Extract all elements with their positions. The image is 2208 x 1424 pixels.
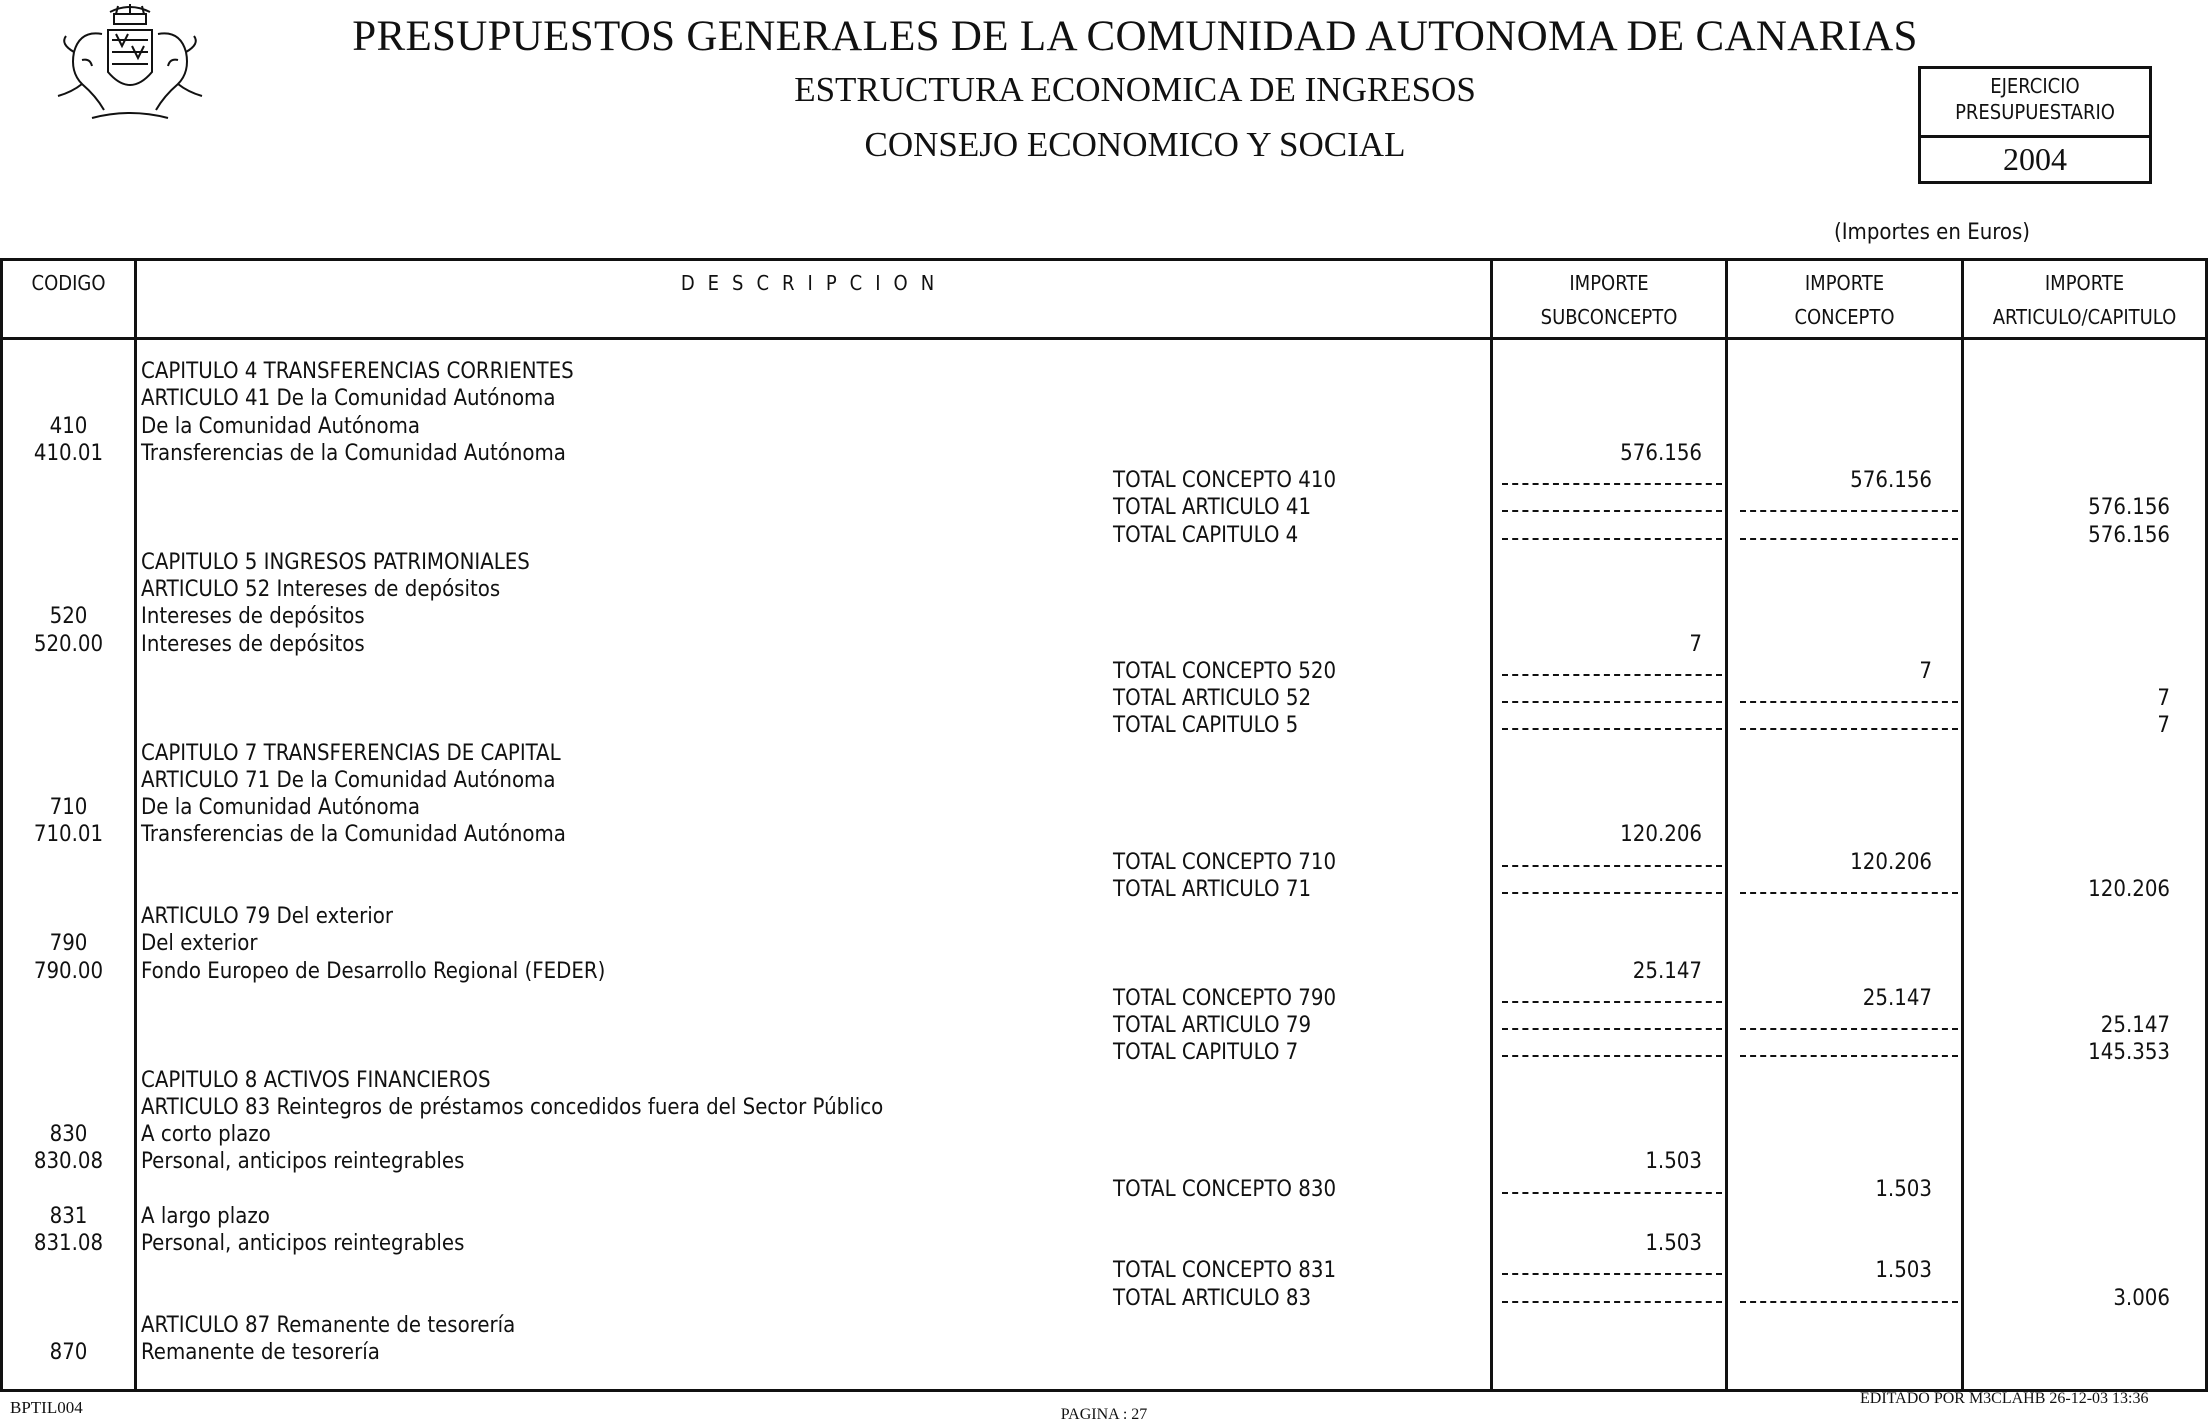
fiscal-year-label: EJERCICIO PRESUPUESTARIO	[1955, 74, 2115, 124]
total-row	[0, 1285, 2208, 1312]
dashed-rule	[1502, 892, 1722, 894]
table-row	[0, 549, 2208, 576]
total-label: TOTAL CONCEPTO 520	[1113, 658, 1337, 684]
row-code: 830	[49, 1122, 88, 1147]
table-row	[0, 413, 2208, 440]
total-row	[0, 876, 2208, 903]
units-note: (Importes en Euros)	[1834, 220, 2031, 245]
amount-concepto: 7	[1919, 658, 1932, 684]
total-label: TOTAL ARTICULO 83	[1113, 1285, 1312, 1311]
dashed-rule	[1502, 510, 1722, 512]
table-row	[0, 740, 2208, 767]
dashed-rule	[1502, 1001, 1722, 1003]
amount-articulo-capitulo: 7	[2157, 686, 2170, 711]
report-code: BPTIL004	[10, 1398, 83, 1417]
header-separator	[0, 337, 2208, 340]
total-label: TOTAL CONCEPTO 830	[1113, 1176, 1337, 1202]
document-title: PRESUPUESTOS GENERALES DE LA COMUNIDAD AUTONOMA DE CANARIAS	[352, 13, 1918, 60]
table-row	[0, 1339, 2208, 1366]
row-description: De la Comunidad Autónoma	[141, 413, 420, 439]
total-label: TOTAL CAPITULO 4	[1113, 522, 1299, 548]
table-row	[0, 1067, 2208, 1094]
row-description: A corto plazo	[141, 1122, 271, 1147]
row-description: Intereses de depósitos	[141, 604, 365, 630]
row-code: 790.00	[33, 958, 104, 984]
document-subtitle: ESTRUCTURA ECONOMICA DE INGRESOS	[794, 70, 1476, 109]
amount-subconcepto: 120.206	[1620, 822, 1702, 848]
row-description: ARTICULO 79 Del exterior	[141, 904, 394, 929]
total-row	[0, 1176, 2208, 1203]
row-description: Fondo Europeo de Desarrollo Regional (FEDER)	[141, 958, 606, 984]
table-row	[0, 821, 2208, 848]
table-row	[0, 1203, 2208, 1230]
table-row	[0, 631, 2208, 658]
total-label: TOTAL CONCEPTO 410	[1113, 468, 1337, 493]
table-row	[0, 767, 2208, 794]
row-code: 410.01	[33, 440, 104, 466]
fiscal-year-value: 2004	[2003, 141, 2067, 177]
total-label: TOTAL ARTICULO 71	[1113, 876, 1312, 902]
row-description: Transferencias de la Comunidad Autónoma	[141, 822, 566, 848]
dashed-rule	[1740, 1301, 1958, 1303]
amount-concepto: 1.503	[1875, 1258, 1932, 1284]
table-row	[0, 385, 2208, 412]
total-row	[0, 985, 2208, 1012]
row-description: Personal, anticipos reintegrables	[141, 1149, 465, 1175]
column-header-description: DESCRIPCION	[680, 271, 948, 295]
table-row	[0, 903, 2208, 930]
total-label: TOTAL ARTICULO 52	[1113, 686, 1312, 711]
row-code: 520	[49, 604, 88, 630]
page-number: PAGINA : 27	[1060, 1406, 1148, 1423]
total-label: TOTAL CAPITULO 7	[1113, 1040, 1299, 1066]
total-label: TOTAL CONCEPTO 831	[1113, 1258, 1337, 1284]
table-row	[0, 794, 2208, 821]
row-code: 710	[49, 795, 88, 820]
amount-subconcepto: 25.147	[1632, 958, 1702, 984]
total-row	[0, 1257, 2208, 1284]
amount-articulo-capitulo: 7	[2157, 713, 2170, 739]
dashed-rule	[1740, 510, 1958, 512]
entity-name: CONSEJO ECONOMICO Y SOCIAL	[864, 125, 1406, 164]
row-description: Remanente de tesorería	[141, 1340, 380, 1365]
row-code: 410	[49, 413, 88, 439]
total-label: TOTAL CONCEPTO 790	[1113, 985, 1337, 1011]
row-description: ARTICULO 41 De la Comunidad Autónoma	[141, 386, 556, 412]
table-row	[0, 930, 2208, 957]
row-description: Intereses de depósitos	[141, 631, 365, 657]
dashed-rule	[1740, 1028, 1958, 1030]
dashed-rule	[1740, 728, 1958, 730]
row-description: CAPITULO 4 TRANSFERENCIAS CORRIENTES	[141, 359, 574, 384]
row-description: CAPITULO 5 INGRESOS PATRIMONIALES	[141, 549, 530, 575]
row-description: ARTICULO 87 Remanente de tesorería	[141, 1312, 516, 1338]
dashed-rule	[1502, 1028, 1722, 1030]
row-code: 710.01	[33, 822, 104, 848]
total-row	[0, 712, 2208, 739]
total-row	[0, 658, 2208, 685]
row-code: 831.08	[33, 1231, 104, 1256]
row-description: Transferencias de la Comunidad Autónoma	[141, 440, 566, 466]
table-row	[0, 1230, 2208, 1257]
dashed-rule	[1502, 701, 1722, 703]
row-code: 790	[49, 931, 88, 957]
total-row	[0, 467, 2208, 494]
table-row	[0, 958, 2208, 985]
dashed-rule	[1502, 483, 1722, 485]
row-description: De la Comunidad Autónoma	[141, 795, 420, 820]
dashed-rule	[1502, 1301, 1722, 1303]
row-description: Personal, anticipos reintegrables	[141, 1231, 465, 1256]
total-label: TOTAL CONCEPTO 710	[1113, 849, 1337, 875]
table-row	[0, 1094, 2208, 1121]
row-description: CAPITULO 8 ACTIVOS FINANCIEROS	[141, 1067, 491, 1093]
amount-concepto: 576.156	[1850, 468, 1932, 493]
total-row	[0, 849, 2208, 876]
total-row	[0, 685, 2208, 712]
table-row	[0, 1312, 2208, 1339]
row-code: 830.08	[33, 1149, 104, 1175]
row-code: 870	[49, 1340, 88, 1365]
amount-articulo-capitulo: 576.156	[2088, 522, 2170, 548]
amount-concepto: 25.147	[1862, 985, 1932, 1011]
amount-concepto: 1.503	[1875, 1176, 1932, 1202]
dashed-rule	[1740, 892, 1958, 894]
row-description: ARTICULO 83 Reintegros de préstamos concedidos fuera del Sector Público	[141, 1094, 884, 1120]
amount-articulo-capitulo: 145.353	[2088, 1040, 2170, 1066]
dashed-rule	[1502, 538, 1722, 540]
amount-articulo-capitulo: 25.147	[2100, 1013, 2170, 1038]
total-row	[0, 494, 2208, 521]
table-row	[0, 358, 2208, 385]
table-row	[0, 1121, 2208, 1148]
column-header-code: CODIGO	[31, 271, 106, 295]
dashed-rule	[1740, 538, 1958, 540]
dashed-rule	[1502, 1273, 1722, 1275]
dashed-rule	[1740, 701, 1958, 703]
table-body	[0, 358, 2208, 1366]
column-header-articulo-capitulo: IMPORTE ARTICULO/CAPITULO	[1992, 271, 2177, 329]
dashed-rule	[1502, 674, 1722, 676]
fiscal-year-box	[1918, 66, 2152, 184]
edited-stamp: EDITADO POR M3CLAHB 26-12-03 13:36	[1860, 1390, 2149, 1407]
row-description: CAPITULO 7 TRANSFERENCIAS DE CAPITAL	[141, 740, 561, 766]
row-code: 520.00	[33, 631, 104, 657]
amount-concepto: 120.206	[1850, 849, 1932, 875]
amount-subconcepto: 576.156	[1620, 440, 1702, 466]
dashed-rule	[1502, 1192, 1722, 1194]
total-label: TOTAL ARTICULO 79	[1113, 1013, 1312, 1038]
row-description: A largo plazo	[141, 1203, 270, 1229]
total-label: TOTAL CAPITULO 5	[1113, 713, 1299, 739]
amount-subconcepto: 7	[1689, 631, 1702, 657]
dashed-rule	[1740, 1055, 1958, 1057]
dashed-rule	[1502, 728, 1722, 730]
table-row	[0, 440, 2208, 467]
row-description: ARTICULO 71 De la Comunidad Autónoma	[141, 767, 556, 793]
total-row	[0, 522, 2208, 549]
total-row	[0, 1039, 2208, 1066]
column-header-concepto: IMPORTE CONCEPTO	[1794, 271, 1895, 329]
amount-articulo-capitulo: 576.156	[2088, 495, 2170, 521]
dashed-rule	[1502, 865, 1722, 867]
fiscal-year-divider	[1921, 135, 2149, 138]
row-description: ARTICULO 52 Intereses de depósitos	[141, 577, 501, 602]
amount-subconcepto: 1.503	[1645, 1149, 1702, 1175]
total-row	[0, 1012, 2208, 1039]
row-code: 831	[49, 1203, 88, 1229]
table-row	[0, 576, 2208, 603]
total-label: TOTAL ARTICULO 41	[1113, 495, 1312, 521]
table-row	[0, 603, 2208, 630]
amount-subconcepto: 1.503	[1645, 1231, 1702, 1256]
row-description: Del exterior	[141, 931, 258, 957]
column-header-subconcepto: IMPORTE SUBCONCEPTO	[1540, 271, 1678, 329]
dashed-rule	[1502, 1055, 1722, 1057]
amount-articulo-capitulo: 120.206	[2088, 876, 2170, 902]
amount-articulo-capitulo: 3.006	[2113, 1285, 2170, 1311]
table-row	[0, 1148, 2208, 1175]
